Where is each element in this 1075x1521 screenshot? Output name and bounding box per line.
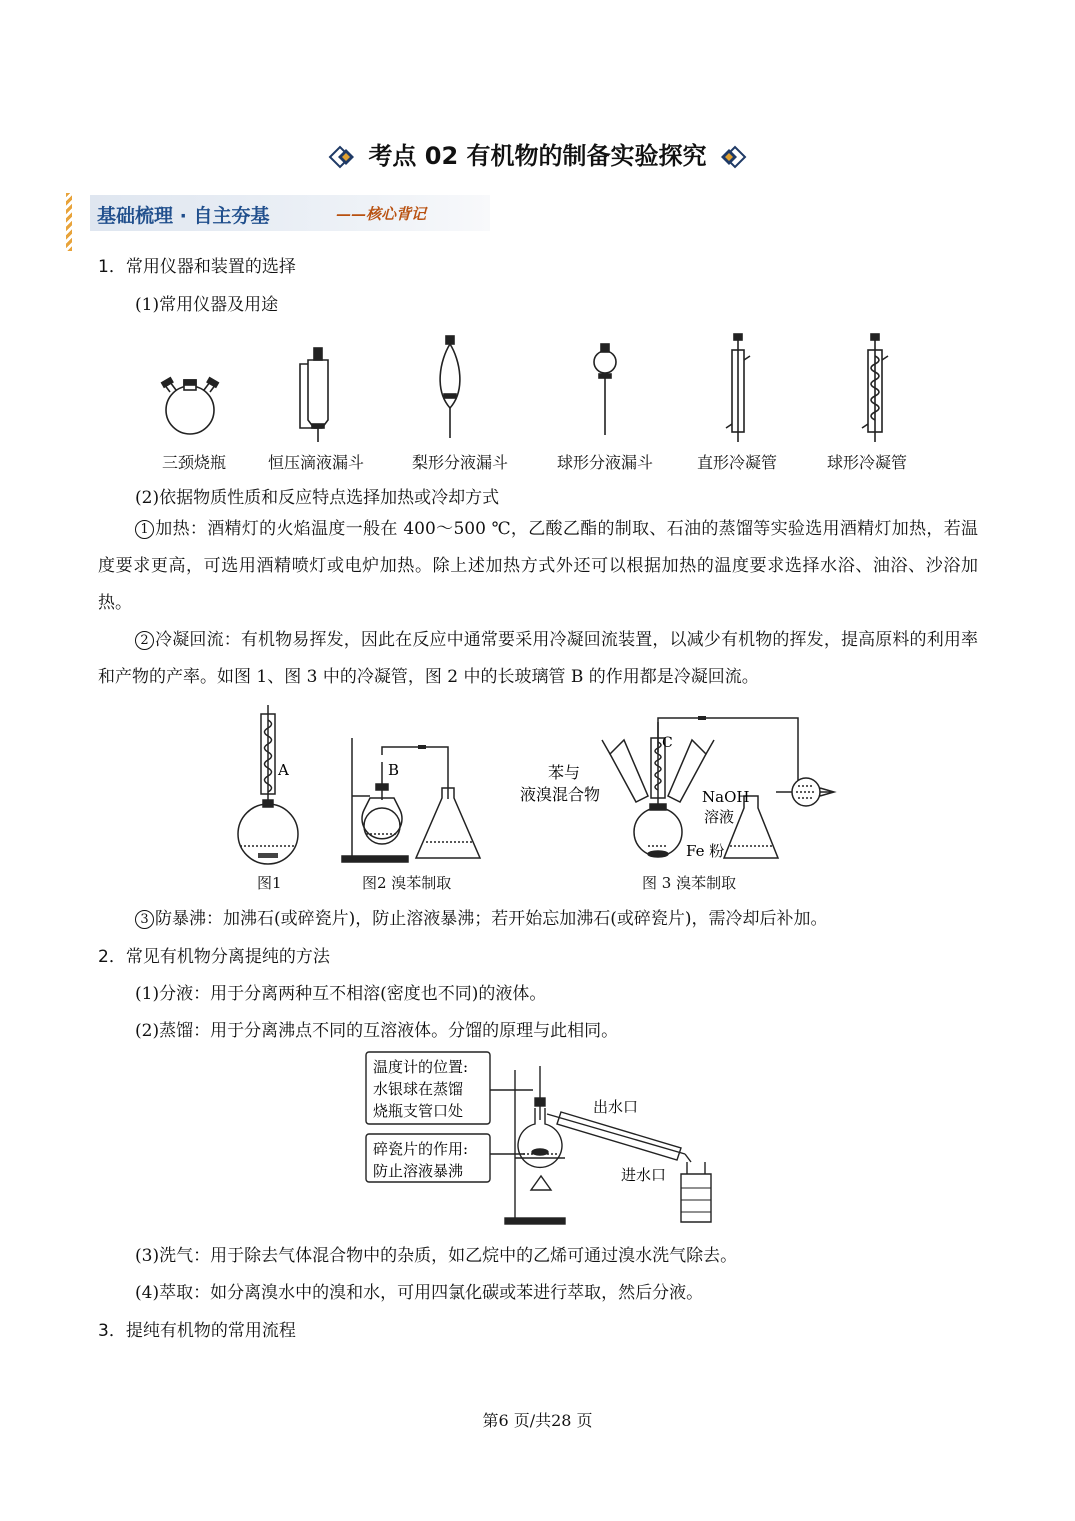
sub-heading-2: (2)依据物质性质和反应特点选择加热或冷却方式: [135, 488, 500, 508]
heading-1: 1．常用仪器和装置的选择: [98, 257, 296, 277]
instruments-illustration: [150, 330, 930, 445]
thermometer-note-1: 温度计的位置:: [373, 1058, 469, 1076]
instrument-label-5: 直形冷凝管: [697, 453, 778, 472]
separation-liquid: (1)分液：用于分离两种互不相溶(密度也不同)的液体。: [135, 984, 547, 1004]
label-C: C: [662, 735, 673, 751]
heading-3: 3．提纯有机物的常用流程: [98, 1321, 296, 1341]
fig1-caption: 图1: [257, 874, 282, 892]
label-benzene-1: 苯与: [548, 763, 581, 782]
label-naoh-2: 溶液: [704, 808, 735, 826]
label-B: B: [388, 761, 400, 779]
title-text: 考点 02 有机物的制备实验探究: [368, 142, 707, 170]
page-number: 第6 页/共28 页: [482, 1411, 593, 1430]
circled-number-2: 2: [135, 631, 154, 650]
separation-extract: (4)萃取：如分离溴水中的溴和水，可用四氯化碳或苯进行萃取，然后分液。: [135, 1283, 704, 1303]
instrument-label-4: 球形分液漏斗: [557, 453, 654, 472]
circled-number-1: 1: [135, 520, 154, 539]
section-accent-bar: [66, 193, 72, 251]
label-benzene-2: 液溴混合物: [520, 785, 601, 804]
circled-number-3: 3: [135, 910, 154, 929]
reflux-figures: [230, 700, 840, 870]
sub-heading-1: (1)常用仪器及用途: [135, 295, 279, 315]
porcelain-note-1: 碎瓷片的作用:: [373, 1140, 469, 1158]
heating-text: 加热：酒精灯的火焰温度一般在 400～500 ℃，乙酸乙酯的制取、石油的蒸馏等实验选用酒精灯加热，若温度要求更高，可选用酒精喷灯或电炉加热。除上述加热方式外还可以根据加热的温度要求选择水浴、油浴、沙浴加热。: [98, 519, 978, 613]
instrument-label-6: 球形冷凝管: [827, 453, 908, 472]
antibump-text: 防暴沸：加沸石(或碎瓷片)，防止溶液暴沸；若开始忘加沸石(或碎瓷片)，需冷却后补加。: [155, 909, 828, 929]
paragraph-reflux: [98, 622, 978, 696]
section-title: 基础梳理 · 自主夯基: [97, 205, 270, 227]
distillation-diagram: [365, 1050, 725, 1230]
separation-wash: (3)洗气：用于除去气体混合物中的杂质，如乙烷中的乙烯可通过溴水洗气除去。: [135, 1246, 738, 1266]
heading-2: 2．常见有机物分离提纯的方法: [98, 947, 330, 967]
label-A: A: [278, 761, 289, 779]
thermometer-note-3: 烧瓶支管口处: [373, 1102, 464, 1120]
paragraph-antibump: [135, 904, 828, 929]
water-in-label: 进水口: [621, 1166, 667, 1184]
water-out-label: 出水口: [593, 1098, 639, 1116]
instrument-label-2: 恒压滴液漏斗: [268, 453, 365, 472]
thermometer-note-2: 水银球在蒸馏: [373, 1080, 464, 1098]
diamond-left-icon: [328, 145, 360, 169]
fig2-caption: 图2 溴苯制取: [362, 874, 452, 892]
fig3-caption: 图 3 溴苯制取: [642, 874, 737, 892]
page-title: [0, 136, 1075, 171]
label-fe: Fe 粉: [686, 842, 725, 860]
reflux-text: 冷凝回流：有机物易挥发，因此在反应中通常要采用冷凝回流装置，以减少有机物的挥发，提高原料的利用率和产物的产率。如图 1、图 3 中的冷凝管，图 2 中的长玻璃管 B 的作用都是冷凝回流。: [98, 630, 978, 687]
label-naoh-1: NaOH: [702, 788, 750, 806]
section-subtitle: ——核心背记: [336, 205, 427, 223]
separation-distill: (2)蒸馏：用于分离沸点不同的互溶液体。分馏的原理与此相同。: [135, 1021, 619, 1041]
instrument-label-1: 三颈烧瓶: [162, 453, 227, 472]
instrument-label-3: 梨形分液漏斗: [412, 453, 509, 472]
paragraph-heating: [98, 511, 978, 622]
diamond-right-icon: [715, 145, 747, 169]
porcelain-note-2: 防止溶液暴沸: [373, 1162, 464, 1180]
